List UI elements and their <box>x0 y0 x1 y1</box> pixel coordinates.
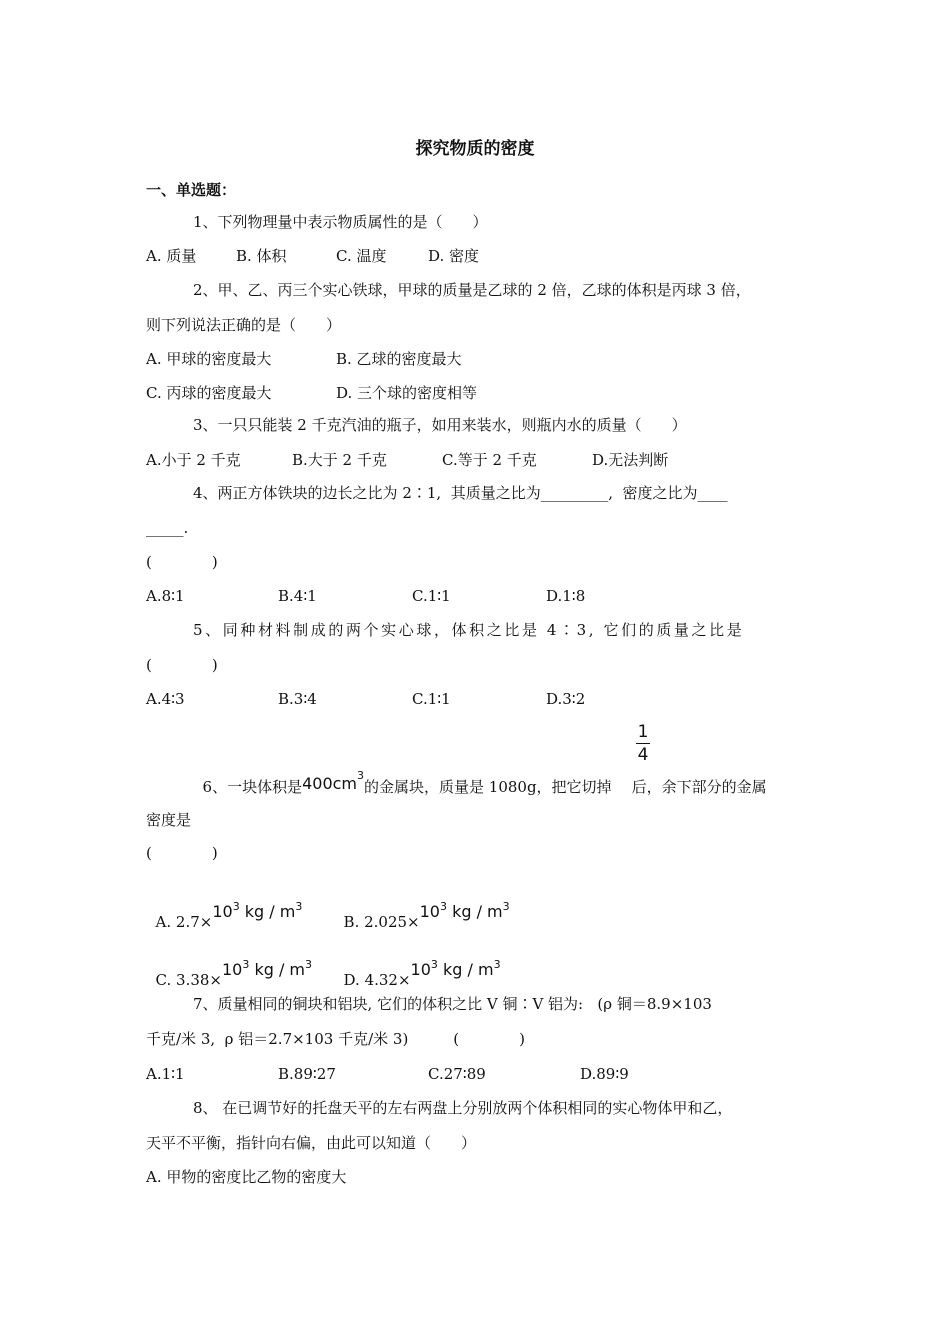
unit-base: 10 <box>212 902 233 921</box>
unit-kg-per-m: kg / m <box>249 960 306 979</box>
question-7-option-a: A.1∶1 <box>146 1065 185 1083</box>
question-6-mid: 的金属块，质量是 1080g，把它切掉 <box>364 778 612 796</box>
question-1-option-b: B. 体积 <box>236 247 287 265</box>
question-6-stem <box>193 752 767 797</box>
question-2-stem: 2、甲、乙、丙三个实心铁球，甲球的质量是乙球的 2 倍，乙球的体积是丙球 3 倍， <box>193 281 751 299</box>
question-2-option-c: C. 丙球的密度最大 <box>146 384 272 402</box>
question-7-option-b: B.89∶27 <box>278 1065 336 1083</box>
question-4-option-b: B.4∶1 <box>278 587 317 605</box>
question-6-stem-cont: 密度是 <box>146 811 192 829</box>
option-b-unit <box>420 902 510 921</box>
question-2-stem-cont: 则下列说法正确的是（ ） <box>146 316 342 334</box>
question-5-stem: 5、同种材料制成的两个实心球，体积之比是 4∶3, 它们的质量之比是 <box>193 621 745 639</box>
question-8-stem: 8、 在已调节好的托盘天平的左右两盘上分别放两个体积相同的实心物体甲和乙， <box>193 1099 733 1117</box>
volume-exponent: 3 <box>357 769 365 782</box>
question-5-option-d: D.3∶2 <box>546 690 586 708</box>
option-a-unit <box>212 902 302 921</box>
fraction-numerator: 1 <box>637 722 649 742</box>
unit-m-exponent: 3 <box>295 900 303 913</box>
question-7-stem-cont: 千克/米 3, ρ 铝＝2.7×103 千克/米 3) ( ) <box>146 1030 526 1048</box>
question-6-option-a <box>146 887 302 932</box>
unit-base: 10 <box>222 960 243 979</box>
question-4-option-c: C.1∶1 <box>412 587 451 605</box>
unit-m-exponent: 3 <box>305 958 313 971</box>
question-3-option-b: B.大于 2 千克 <box>292 451 387 469</box>
unit-m-exponent: 3 <box>493 958 501 971</box>
section-heading: 一、单选题： <box>146 181 237 199</box>
question-1-stem: 1、下列物理量中表示物质属性的是（ ） <box>193 213 488 231</box>
question-6-answer-paren: ( ) <box>146 844 218 862</box>
unit-exponent: 3 <box>242 958 250 971</box>
question-5-option-b: B.3∶4 <box>278 690 317 708</box>
unit-base: 10 <box>419 902 440 921</box>
unit-kg-per-m: kg / m <box>437 960 494 979</box>
question-1-option-a: A. 质量 <box>146 247 197 265</box>
unit-exponent: 3 <box>430 958 438 971</box>
unit-exponent: 3 <box>232 900 240 913</box>
fraction-denominator: 4 <box>637 745 649 765</box>
question-3-stem: 3、一只只能装 2 千克汽油的瓶子，如用来装水，则瓶内水的质量（ ） <box>193 416 687 434</box>
fraction-one-quarter <box>636 722 650 765</box>
option-c-prefix: C. 3.38× <box>155 971 222 989</box>
question-4-answer-paren: ( ) <box>146 553 218 571</box>
question-4-option-d: D.1∶8 <box>546 587 586 605</box>
question-2-option-d: D. 三个球的密度相等 <box>336 384 478 402</box>
volume-value: 400cm <box>302 774 358 793</box>
question-6-suffix: 后，余下部分的金属 <box>631 778 767 796</box>
question-3-option-c: C.等于 2 千克 <box>442 451 537 469</box>
option-d-prefix: D. 4.32× <box>343 971 411 989</box>
question-5-option-c: C.1∶1 <box>412 690 451 708</box>
question-4-stem: 4、两正方体铁块的边长之比为 2∶1, 其质量之比为_________, 密度之比为____ <box>193 484 728 502</box>
question-8-stem-cont: 天平不平衡，指针向右偏，由此可以知道（ ） <box>146 1134 477 1152</box>
question-4-stem-cont: _____. <box>146 519 189 537</box>
question-8-option-a: A. 甲物的密度比乙物的密度大 <box>146 1168 347 1186</box>
question-6-prefix: 6、一块体积是 <box>202 778 303 796</box>
question-5-answer-paren: ( ) <box>146 656 218 674</box>
question-1-option-c: C. 温度 <box>336 247 387 265</box>
question-6-option-c <box>146 945 312 990</box>
unit-kg-per-m: kg / m <box>239 902 296 921</box>
question-7-stem: 7、质量相同的铜块和铝块, 它们的体积之比 V 铜∶V 铝为: (ρ 铜＝8.9×103 <box>193 995 712 1013</box>
fraction-bar <box>636 743 650 744</box>
unit-exponent: 3 <box>439 900 447 913</box>
option-b-prefix: B. 2.025× <box>343 913 420 931</box>
question-7-option-c: C.27∶89 <box>428 1065 486 1083</box>
question-3-option-d: D.无法判断 <box>592 451 669 469</box>
option-d-unit <box>411 960 501 979</box>
question-2-option-b: B. 乙球的密度最大 <box>336 350 462 368</box>
question-4-option-a: A.8∶1 <box>146 587 185 605</box>
unit-m-exponent: 3 <box>502 900 510 913</box>
question-2-option-a: A. 甲球的密度最大 <box>146 350 272 368</box>
question-5-option-a: A.4∶3 <box>146 690 185 708</box>
question-6-option-d <box>334 945 501 990</box>
unit-kg-per-m: kg / m <box>446 902 503 921</box>
option-c-unit <box>222 960 312 979</box>
page-title: 探究物质的密度 <box>415 139 535 159</box>
question-3-option-a: A.小于 2 千克 <box>146 451 241 469</box>
question-1-option-d: D. 密度 <box>428 247 480 265</box>
question-6-option-b <box>334 887 510 932</box>
question-7-option-d: D.89∶9 <box>580 1065 629 1083</box>
option-a-prefix: A. 2.7× <box>155 913 213 931</box>
unit-base: 10 <box>410 960 431 979</box>
